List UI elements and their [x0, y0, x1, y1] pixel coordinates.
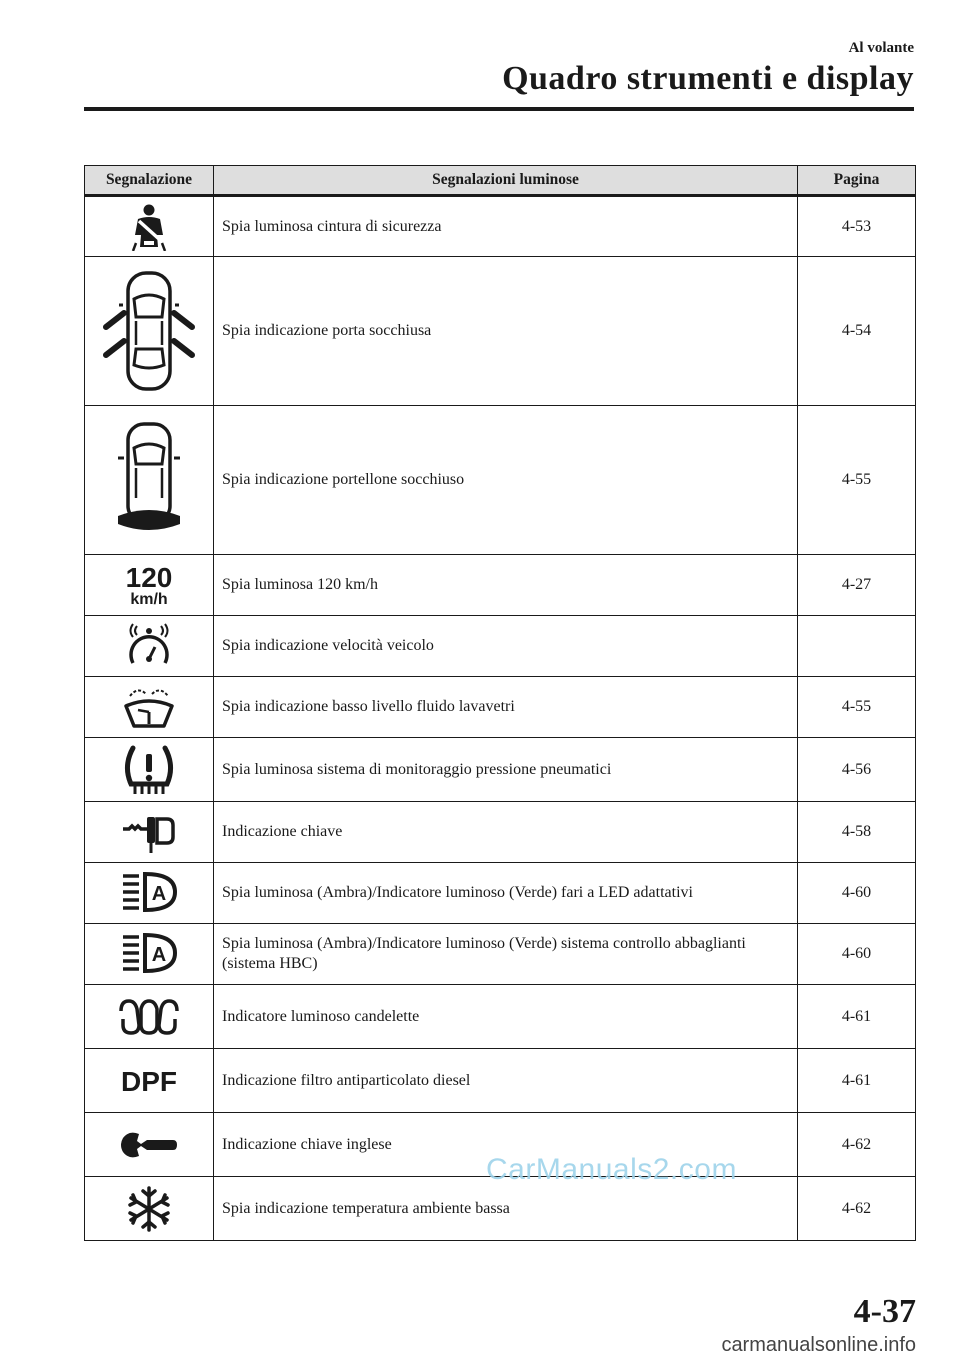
signal-label: Indicazione chiave inglese — [214, 1113, 798, 1177]
signal-label: Spia luminosa sistema di monitoraggio pressione pneumatici — [214, 738, 798, 802]
adaptive-led-headlight-icon — [117, 870, 181, 916]
page-ref: 4-54 — [798, 257, 916, 406]
signal-label: Spia indicazione temperatura ambiente bassa — [214, 1177, 798, 1241]
headlight-icon-letter: A — [151, 883, 167, 905]
page-title: Quadro strumenti e display — [502, 60, 914, 97]
tire-pressure-icon — [119, 744, 179, 796]
signal-label: Indicazione filtro antiparticolato diesel — [214, 1049, 798, 1113]
dpf-icon — [114, 1063, 184, 1099]
title-rule — [84, 107, 914, 111]
footer-site-link[interactable]: carmanualsonline.info — [721, 1334, 916, 1356]
speed-120-icon — [121, 562, 177, 608]
icon-cell — [85, 863, 214, 924]
page-ref: 4-56 — [798, 738, 916, 802]
page-ref: 4-27 — [798, 555, 916, 616]
table-row — [85, 406, 916, 555]
page-ref: 4-62 — [798, 1177, 916, 1241]
icon-cell — [85, 924, 214, 985]
page-ref: 4-58 — [798, 802, 916, 863]
icon-cell — [85, 738, 214, 802]
vehicle-speed-icon — [127, 623, 171, 669]
column-header-lights: Segnalazioni luminose — [214, 166, 798, 196]
table-row — [85, 1049, 916, 1113]
icon-cell — [85, 1049, 214, 1113]
signal-label: Spia luminosa 120 km/h — [214, 555, 798, 616]
table-row — [85, 985, 916, 1049]
speed-120-unit: km/h — [130, 591, 168, 608]
page-ref: 4-61 — [798, 1049, 916, 1113]
liftgate-ajar-icon — [114, 420, 184, 540]
signal-label: Spia indicazione portellone socchiuso — [214, 406, 798, 555]
glow-plug-icon — [117, 997, 181, 1037]
column-header-signal: Segnalazione — [85, 166, 214, 196]
watermark: CarManuals2.com — [486, 1153, 737, 1186]
icon-cell — [85, 1177, 214, 1241]
icon-cell — [85, 196, 214, 257]
table-row — [85, 802, 916, 863]
page-ref: 4-61 — [798, 985, 916, 1049]
icon-cell — [85, 985, 214, 1049]
signal-label: Spia indicazione basso livello fluido lavavetri — [214, 677, 798, 738]
page-ref: 4-60 — [798, 863, 916, 924]
page-ref: 4-55 — [798, 406, 916, 555]
table-row — [85, 924, 916, 985]
icon-cell — [85, 1113, 214, 1177]
page-ref: 4-60 — [798, 924, 916, 985]
table-row — [85, 196, 916, 257]
column-header-page: Pagina — [798, 166, 916, 196]
washer-fluid-icon — [120, 686, 178, 728]
page-ref: 4-53 — [798, 196, 916, 257]
key-icon — [119, 809, 179, 855]
signal-label: Indicatore luminoso candelette — [214, 985, 798, 1049]
section-kicker: Al volante — [848, 40, 914, 56]
icon-cell — [85, 257, 214, 406]
icon-cell — [85, 555, 214, 616]
seatbelt-icon — [127, 203, 171, 251]
warning-lights-table — [84, 165, 916, 1241]
icon-cell — [85, 802, 214, 863]
table-row — [85, 863, 916, 924]
signal-label: Spia luminosa cintura di sicurezza — [214, 196, 798, 257]
high-beam-control-icon — [117, 931, 181, 977]
table-row — [85, 738, 916, 802]
snowflake-icon — [124, 1184, 174, 1234]
signal-label: Spia luminosa (Ambra)/Indicatore luminoso (Verde) fari a LED adattativi — [214, 863, 798, 924]
icon-cell — [85, 677, 214, 738]
signal-label: Spia luminosa (Ambra)/Indicatore luminoso (Verde) sistema controllo abbaglianti (sistema HBC) — [214, 924, 798, 985]
hbc-icon-letter: A — [151, 944, 167, 966]
signal-label: Indicazione chiave — [214, 802, 798, 863]
dpf-icon-text: DPF — [121, 1065, 177, 1097]
table-row — [85, 555, 916, 616]
page-ref — [798, 616, 916, 677]
table-row — [85, 257, 916, 406]
door-ajar-icon — [101, 269, 197, 393]
signal-label: Spia indicazione velocità veicolo — [214, 616, 798, 677]
page-ref: 4-55 — [798, 677, 916, 738]
table-row — [85, 677, 916, 738]
wrench-icon — [119, 1128, 179, 1162]
icon-cell — [85, 616, 214, 677]
icon-cell — [85, 406, 214, 555]
speed-120-number: 120 — [125, 562, 173, 593]
table-row — [85, 616, 916, 677]
page-ref: 4-62 — [798, 1113, 916, 1177]
page-number: 4-37 — [853, 1293, 916, 1330]
signal-label: Spia indicazione porta socchiusa — [214, 257, 798, 406]
table-header-row — [85, 166, 916, 196]
